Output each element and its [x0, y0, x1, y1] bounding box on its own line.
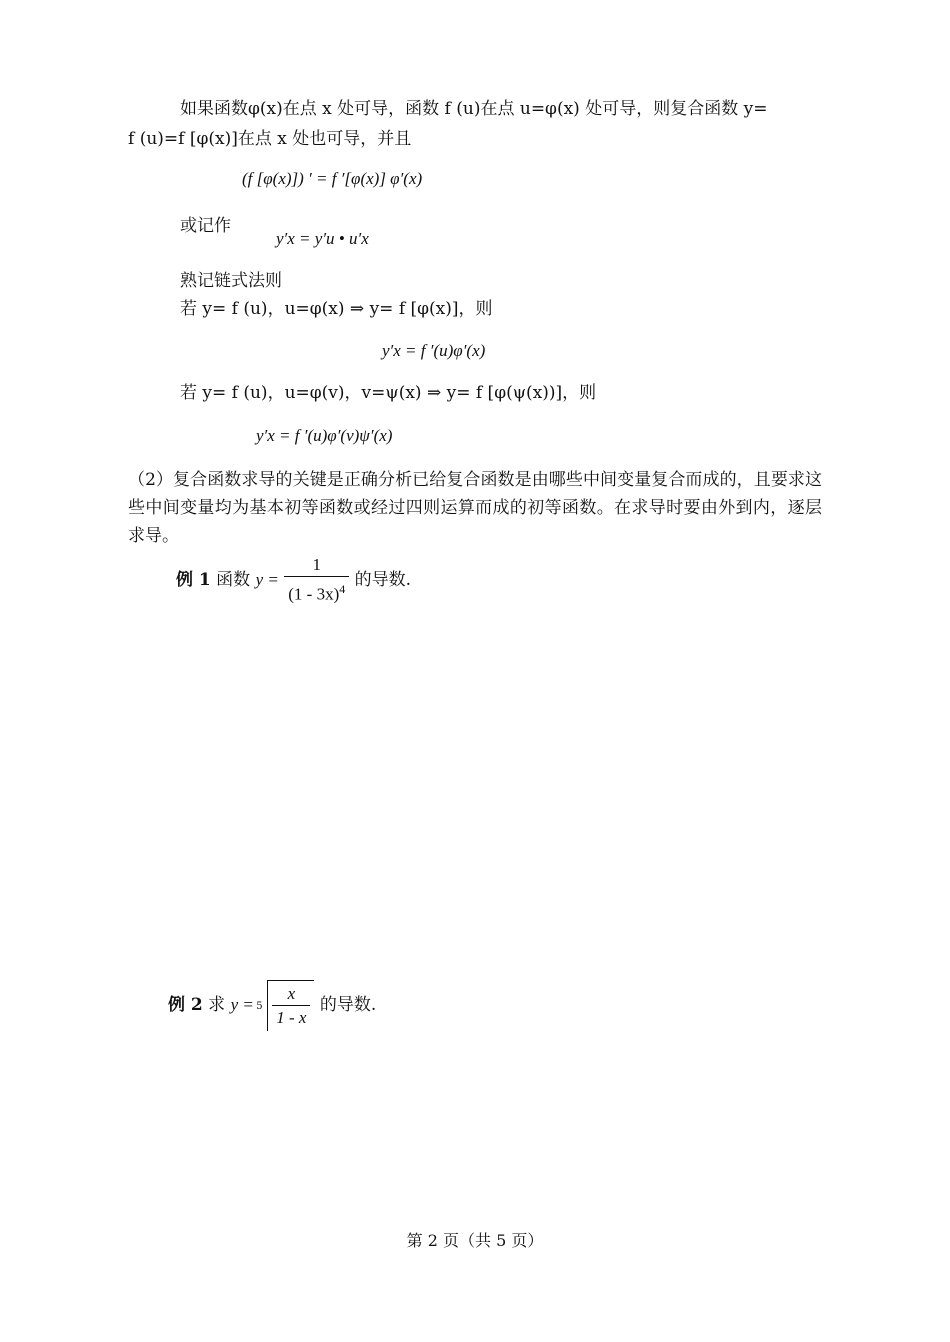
example-1-fraction [284, 554, 349, 607]
example-2-root-index: 5 [256, 1001, 263, 1012]
formula-chain-short: y′x = y′u • u′x [276, 229, 369, 248]
formula-composite-derivative: (f [φ(x)]) ′ = f ′[φ(x)] φ′(x) [242, 169, 423, 188]
page-footer: 第 2 页（共 5 页） [406, 1231, 544, 1250]
example-2-fraction [272, 983, 310, 1030]
intro-line-1: 如果函数φ(x)在点 x 处可导，函数 f (u)在点 u=φ(x) 处可导，则复合函数 y= [180, 99, 768, 119]
formula-chain-2: y′x = f ′(u)φ′(v)ψ′(x) [256, 426, 393, 445]
example-2-radical [256, 980, 314, 1031]
example-2-lhs: y = [230, 995, 254, 1014]
intro-line-2: f (u)=f [φ(x)]在点 x 处也可导，并且 [128, 129, 412, 149]
example-1-suffix: 的导数. [354, 569, 412, 590]
example-1-label: 例 1 [176, 569, 211, 590]
chain-rule-2: 若 y= f (u)，u=φ(v)，v=ψ(x) ⇒ y= f [φ(ψ(x))]，则 [180, 383, 597, 403]
paragraph-key-point: （2）复合函数求导的关键是正确分析已给复合函数是由哪些中间变量复合而成的，且要求这些中间变量均为基本初等函数或经过四则运算而成的初等函数。在求导时要由外到内，逐层求导。 [128, 470, 822, 546]
example-2-prefix: 求 [208, 995, 226, 1015]
example-1-prefix: 函数 [216, 569, 251, 590]
example-1-numerator: 1 [284, 554, 349, 577]
or-note: 或记作 [180, 216, 231, 236]
example-1 [176, 554, 411, 607]
example-2-label: 例 2 [168, 995, 203, 1015]
chain-rule-1: 若 y= f (u)，u=φ(x) ⇒ y= f [φ(x)]，则 [180, 299, 493, 319]
example-2-suffix: 的导数. [319, 995, 377, 1015]
example-1-exponent: 4 [339, 582, 346, 596]
example-1-lhs: y = [255, 569, 279, 589]
example-2-numerator: x [272, 983, 310, 1006]
formula-chain-1: y′x = f ′(u)φ′(x) [382, 341, 486, 360]
example-1-denominator: (1 - 3x) [288, 584, 340, 604]
memorize-chain-rule: 熟记链式法则 [180, 271, 282, 291]
example-2-denominator: 1 - x [276, 1008, 307, 1027]
example-2 [168, 980, 376, 1031]
